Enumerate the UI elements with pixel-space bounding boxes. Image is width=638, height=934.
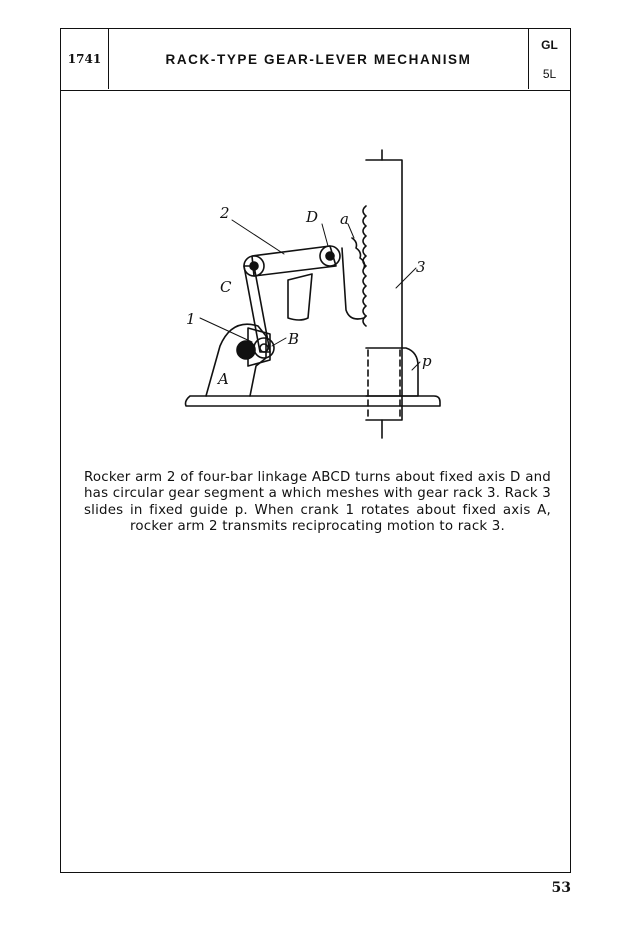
label-b: B xyxy=(288,330,300,348)
label-p: p xyxy=(422,352,432,370)
leader-1 xyxy=(200,318,252,342)
classification-code xyxy=(528,29,570,89)
code-bottom: 5L xyxy=(542,67,557,81)
leader-3 xyxy=(396,268,416,288)
code-top: GL xyxy=(541,38,558,52)
label-3: 3 xyxy=(416,258,426,276)
rocker-arm-2 xyxy=(252,246,336,276)
pivot-d-pin xyxy=(326,252,334,260)
guide-p xyxy=(366,348,418,396)
page-number: 53 xyxy=(551,880,571,896)
label-d: D xyxy=(306,208,319,226)
leader-2 xyxy=(232,220,284,254)
support-plate xyxy=(288,274,312,320)
figure-caption: Rocker arm 2 of four-bar linkage ABCD turns about fixed axis D and has circular gear segment a which meshes with gear rack 3. Rack 3 slides in fixed guide p. When crank 1 rotates about fixed axis A, rocker arm 2 transmits reciprocating motion to rack 3. xyxy=(84,470,551,535)
segment-arm xyxy=(342,248,366,319)
leader-d xyxy=(322,224,328,246)
label-a-segment: a xyxy=(340,210,349,228)
label-2: 2 xyxy=(220,204,230,222)
label-c: C xyxy=(220,278,232,296)
leader-b xyxy=(272,338,286,346)
pivot-a xyxy=(237,341,255,359)
page-title: RACK-TYPE GEAR-LEVER MECHANISM xyxy=(165,51,472,67)
label-a-axis: A xyxy=(218,370,229,388)
pivot-b xyxy=(254,338,274,358)
pivot-c-pin xyxy=(250,262,258,270)
rack-body xyxy=(366,160,402,420)
mechanism-diagram xyxy=(120,120,460,450)
label-1: 1 xyxy=(186,310,196,328)
mechanism-number: 1741 xyxy=(61,29,109,89)
header xyxy=(61,29,570,91)
